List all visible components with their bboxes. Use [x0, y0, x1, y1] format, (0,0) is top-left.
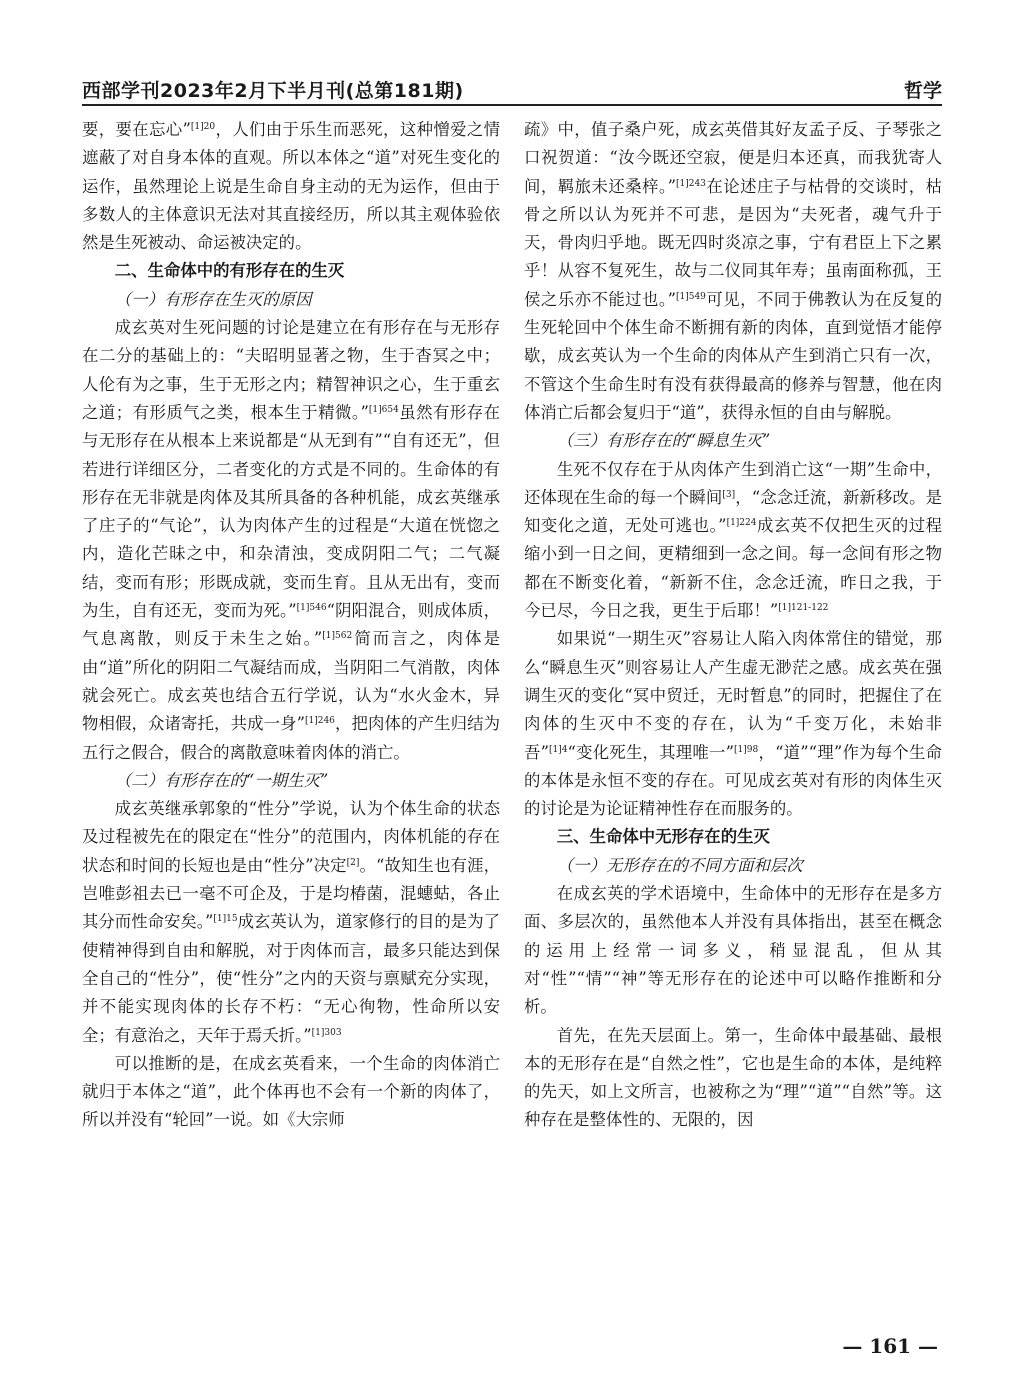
- paragraph: 如果说“一期生灭”容易让人陷入肉体常住的错觉，那么“瞬息生灭”则容易让人产生虚无渺茫之感。成玄英在强调生灭的变化“冥中贸迁，无时暂息”的同时，把握住了在肉体的生灭中不变的存在，认为“千变万化，未始非吾”$^{[1]4}$“变化死生，其理唯一”$^{[1]98}$，“道”“理”作为每个生命的本体是永恒不变的存在。可见成玄英对有形的肉体生灭的讨论是为论证精神性存在而服务的。: [524, 629, 942, 819]
- paragraph: 成玄英继承郭象的“性分”学说，认为个体生命的状态及过程被先在的限定在“性分”的范围内，肉体机能的存在状态和时间的长短也是由“性分”决定[2]。“故知生也有涯，岂唯彭祖去已一毫不可企及，于是均椿菌，混蟪蛄，各止其分而性命安矣。”$^{[1]15}$成玄英认为，道家修行的目的是为了使精神得到自由和解脱，对于肉体而言，最多只能达到保全自己的“性分”，使“性分”之内的天资与禀赋充分实现，并不能实现肉体的长存不朽：“无心徇物，性命所以安全；有意治之，天年于焉夭折。”$^{[1]303}$: [82, 799, 500, 1045]
- right-column: [524, 116, 942, 1135]
- paragraph: 要，要在忘心”$^{[1]20}$，人们由于乐生而恶死，这种憎爱之情遮蔽了对自身本体的直观。所以本体之“道”对死生变化的运作，虽然理论上说是生命自身主动的无为运作，但由于多数人的主体意识无法对其直接经历，所以其主观体验依然是生死被动、命运被决定的。: [82, 120, 500, 253]
- page-number: — 161 —: [842, 1334, 938, 1358]
- subsection-heading: （二）有形存在的“一期生灭”: [114, 770, 329, 790]
- subsection-heading: （三）有形存在的“瞬息生灭”: [556, 431, 771, 451]
- left-column: [82, 116, 500, 1135]
- paragraph: 成玄英对生死问题的讨论是建立在有形存在与无形存在二分的基础上的：“夫昭明显著之物，生于杳冥之中；人伦有为之事，生于无形之内；精智神识之心，生于重玄之道；有形质气之类，根本生于精微。”$^{[1]654}$虽然有形存在与无形存在从根本上来说都是“从无到有”“自有还无”，但若进行详细区分，二者变化的方式是不同的。生命体的有形存在无非就是肉体及其所具备的各种机能，成玄英继承了庄子的“气论”，认为肉体产生的过程是“大道在恍惚之内，造化芒昧之中，和杂清浊，变成阴阳二气；二气凝结，变而有形；形既成就，变而生育。且从无出有，变而为生，自有还无，变而为死。”$^{[1]546}$“阴阳混合，则成体质，气息离散，则反于未生之始。”$^{[1]562}$简而言之，肉体是由“道”所化的阴阳二气凝结而成，当阴阳二气消散，肉体就会死亡。成玄英也结合五行学说，认为“水火金木，异物相假，众诸寄托，共成一身”$^{[1]246}$，把肉体的产生归结为五行之假合，假合的离散意味着肉体的消亡。: [82, 318, 500, 762]
- paragraph: 生死不仅存在于从肉体产生到消亡这“一期”生命中，还体现在生命的每一个瞬间[3]，“念念迁流，新新移改。是知变化之道，无处可逃也。”$^{[1]224}$成玄英不仅把生灭的过程缩小到一日之间，更精细到一念之间。每一念间有形之物都在不断变化着，“新新不住，念念迁流，昨日之我，于今已尽，今日之我，更生于后耶！”$^{[1]121-122}$: [524, 459, 943, 621]
- paragraph: 可以推断的是，在成玄英看来，一个生命的肉体消亡就归于本体之“道”，此个体再也不会有一个新的肉体了，所以并没有“轮回”一说。如《大宗师: [82, 1053, 500, 1130]
- running-header: [82, 74, 942, 108]
- paragraph: 在成玄英的学术语境中，生命体中的无形存在是多方面、多层次的，虽然他本人并没有具体指出，甚至在概念的运用上经常一词多义，稍显混乱，但从其对“性”“情”“神”等无形存在的论述中可以略作推断和分析。: [524, 884, 942, 1017]
- paragraph: 疏》中，值子桑户死，成玄英借其好友孟子反、子琴张之口祝贺道：“汝今既还空寂，便是归本还真，而我犹寄人间，羁旅未还桑梓。”$^{[1]243}$在论述庄子与枯骨的交谈时，枯骨之所以认为死并不可悲，是因为“夫死者，魂气升于天，骨肉归乎地。既无四时炎凉之事，宁有君臣上下之累乎！从容不复死生，故与二仪同其年寿；虽南面称孤，王侯之乐亦不能过也。”$^{[1]549}$可见，不同于佛教认为在反复的生死轮回中个体生命不断拥有新的肉体，直到觉悟才能停歇，成玄英认为一个生命的肉体从产生到消亡只有一次，不管这个生命生时有没有获得最高的修养与智慧，他在肉体消亡后都会复归于“道”，获得永恒的自由与解脱。: [524, 120, 943, 422]
- paragraph: 首先，在先天层面上。第一，生命体中最基础、最根本的无形存在是“自然之性”，它也是生命的本体，是纯粹的先天，如上文所言，也被称之为“理”“道”“自然”等。这种存在是整体性的、无限的，因: [524, 1025, 942, 1130]
- section-label: 哲学: [903, 80, 942, 102]
- subsection-heading: （一）无形存在的不同方面和层次: [556, 855, 803, 875]
- journal-title: 西部学刊2023年2月下半月刊(总第181期): [82, 80, 464, 102]
- section-heading: 三、生命体中无形存在的生灭: [556, 827, 770, 847]
- header-rule: [82, 104, 942, 106]
- section-heading: 二、生命体中的有形存在的生灭: [114, 261, 345, 281]
- subsection-heading: （一）有形存在生灭的原因: [114, 289, 312, 309]
